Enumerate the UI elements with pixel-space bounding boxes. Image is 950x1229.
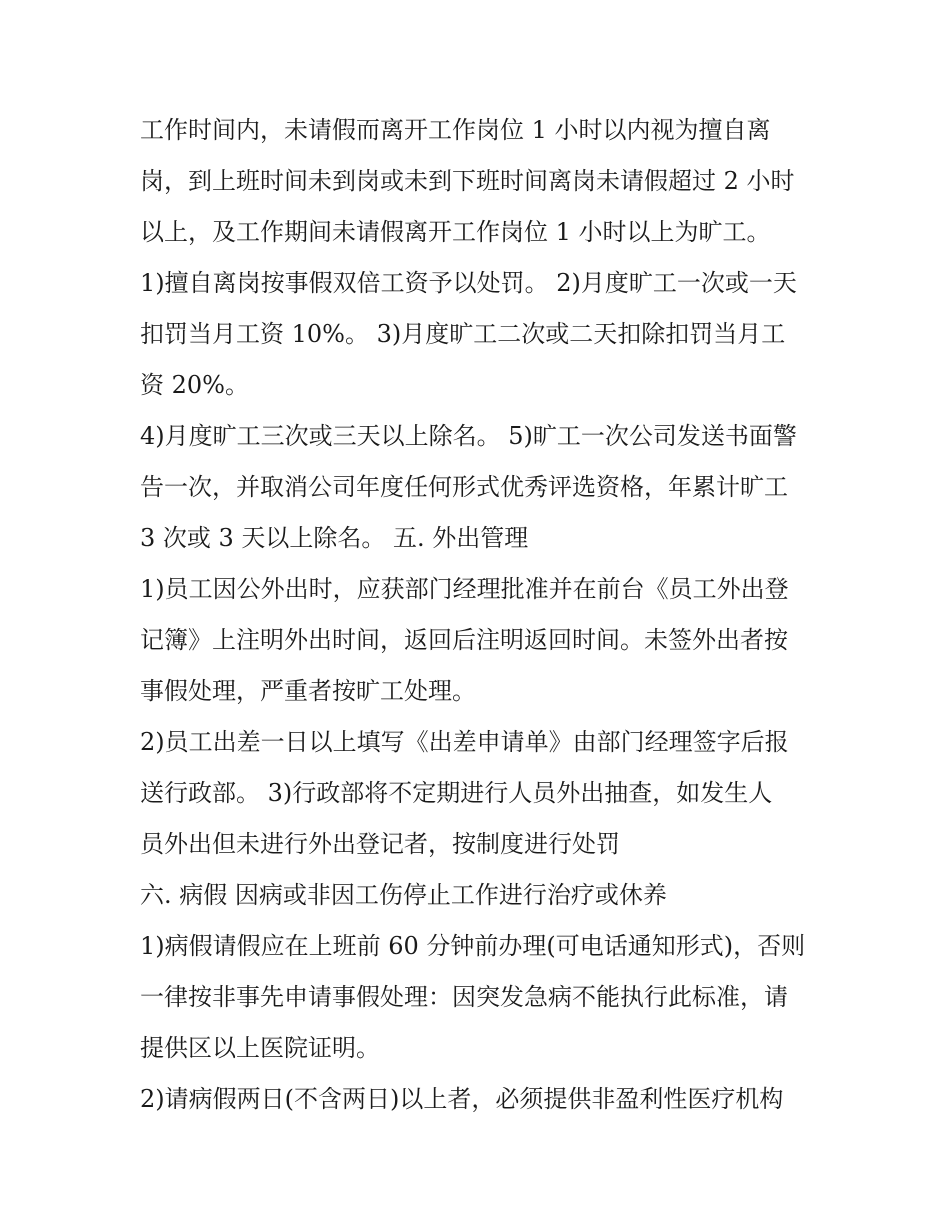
text-line: 一律按非事先申请事假处理：因突发急病不能执行此标准，请 [140,983,788,1011]
document-body [140,105,840,1125]
text-line: 事假处理，严重者按旷工处理。 [140,677,476,705]
text-line: 1)病假请假应在上班前 60 分钟前办理(可电话通知形式)，否则 [140,932,806,960]
text-line: 记簿》上注明外出时间，返回后注明返回时间。未签外出者按 [140,626,788,654]
text-line: 岗，到上班时间未到岗或未到下班时间离岗未请假超过 2 小时 [140,167,795,195]
text-line: 提供区以上医院证明。 [140,1034,380,1062]
text-line: 员外出但未进行外出登记者，按制度进行处罚 [140,830,620,858]
text-line: 告一次，并取消公司年度任何形式优秀评选资格，年累计旷工 [140,473,788,501]
text-line: 1)员工因公外出时，应获部门经理批准并在前台《员工外出登 [140,575,789,603]
text-line: 资 20%。 [140,371,249,399]
text-line: 1)擅自离岗按事假双倍工资予以处罚。 2)月度旷工一次或一天 [140,269,797,297]
text-line: 2)请病假两日(不含两日)以上者，必须提供非盈利性医疗机构 [140,1085,784,1113]
text-line: 工作时间内，未请假而离开工作岗位 1 小时以内视为擅自离 [140,116,771,144]
text-line: 扣罚当月工资 10%。 3)月度旷工二次或二天扣除扣罚当月工 [140,320,786,348]
text-line: 以上，及工作期间未请假离开工作岗位 1 小时以上为旷工。 [140,218,771,246]
text-line: 3 次或 3 天以上除名。 五. 外出管理 [140,524,529,552]
text-line: 2)员工出差一日以上填写《出差申请单》由部门经理签字后报 [140,728,789,756]
text-line: 六. 病假 因病或非因工伤停止工作进行治疗或休养 [140,881,667,909]
text-line: 送行政部。 3)行政部将不定期进行人员外出抽查，如发生人 [140,779,773,807]
text-line: 4)月度旷工三次或三天以上除名。 5)旷工一次公司发送书面警 [140,422,797,450]
